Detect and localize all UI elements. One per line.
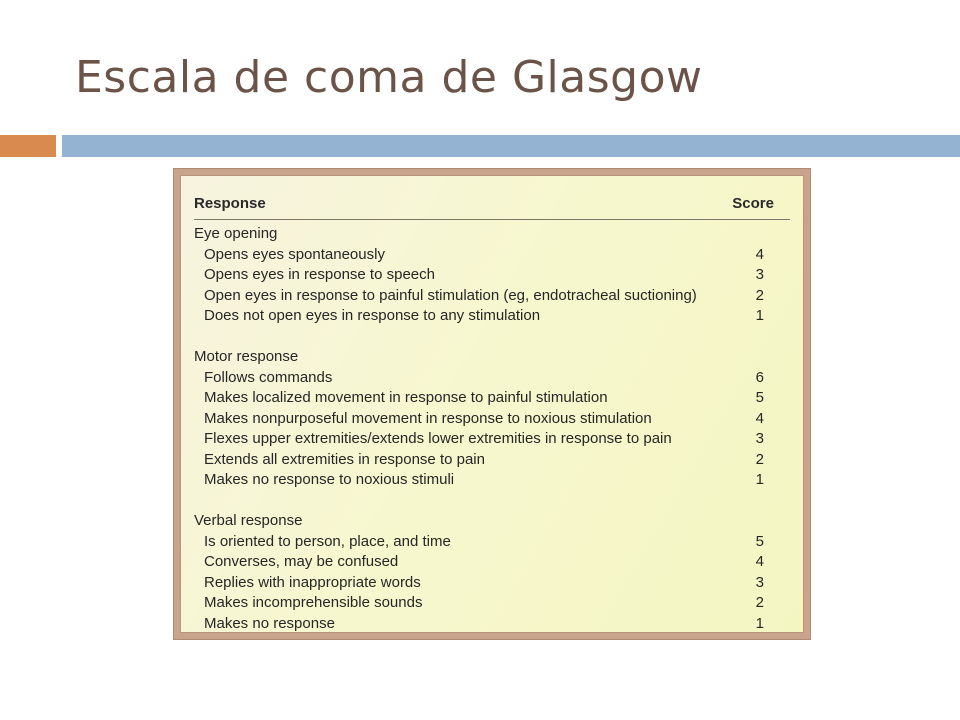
table-row bbox=[194, 552, 790, 573]
header-response: Response bbox=[194, 195, 266, 212]
score-value: 1 bbox=[755, 471, 764, 488]
score-value: 4 bbox=[755, 409, 764, 427]
score-value: 3 bbox=[755, 573, 764, 591]
score-value: 4 bbox=[755, 553, 764, 570]
table-panel bbox=[180, 175, 804, 633]
glasgow-table-image bbox=[173, 168, 811, 640]
slide-title: Escala de coma de Glasgow bbox=[75, 52, 703, 103]
score-value: 2 bbox=[755, 450, 764, 468]
table-row bbox=[194, 409, 790, 430]
response-label: Makes incomprehensible sounds bbox=[204, 594, 423, 611]
section-heading-label: Motor response bbox=[194, 348, 299, 365]
section-heading bbox=[194, 347, 790, 368]
response-label: Follows commands bbox=[204, 368, 333, 386]
score-value: 6 bbox=[755, 368, 764, 386]
table-row bbox=[194, 306, 790, 327]
score-value: 1 bbox=[755, 614, 764, 632]
response-label: Makes no response bbox=[204, 614, 335, 632]
score-value: 2 bbox=[755, 286, 764, 304]
response-label: Makes localized movement in response to painful stimulation bbox=[204, 389, 608, 406]
section-heading-label: Eye opening bbox=[194, 225, 278, 242]
table-row bbox=[194, 573, 790, 594]
table-row bbox=[194, 286, 790, 307]
table-row bbox=[194, 368, 790, 389]
table-row bbox=[194, 388, 790, 409]
response-label: Opens eyes spontaneously bbox=[204, 245, 385, 263]
table-row bbox=[194, 470, 790, 491]
score-value: 4 bbox=[755, 245, 764, 263]
score-value: 3 bbox=[755, 266, 764, 283]
response-label: Opens eyes in response to speech bbox=[204, 266, 435, 283]
table-header bbox=[194, 189, 790, 220]
score-value: 3 bbox=[755, 430, 764, 447]
response-label: Replies with inappropriate words bbox=[204, 573, 421, 591]
section-heading bbox=[194, 224, 790, 245]
title-underline-bar bbox=[62, 135, 960, 157]
table-row bbox=[194, 614, 790, 635]
score-value: 5 bbox=[755, 532, 764, 550]
table-row bbox=[194, 245, 790, 266]
score-value: 5 bbox=[755, 389, 764, 406]
score-value: 2 bbox=[755, 594, 764, 611]
response-label: Converses, may be confused bbox=[204, 553, 399, 570]
section-heading-label: Verbal response bbox=[194, 512, 303, 529]
response-label: Extends all extremities in response to pain bbox=[204, 450, 485, 468]
table-body bbox=[194, 224, 790, 634]
table-row bbox=[194, 429, 790, 450]
response-label: Does not open eyes in response to any stimulation bbox=[204, 307, 541, 324]
response-label: Makes nonpurposeful movement in response to noxious stimulation bbox=[204, 409, 652, 427]
table-row bbox=[194, 532, 790, 553]
table-row bbox=[194, 450, 790, 471]
score-value: 1 bbox=[755, 307, 764, 324]
response-label: Open eyes in response to painful stimulation (eg, endotracheal suctioning) bbox=[204, 286, 697, 304]
section-spacer bbox=[194, 491, 790, 512]
table-row bbox=[194, 265, 790, 286]
response-label: Makes no response to noxious stimuli bbox=[204, 471, 455, 488]
response-label: Is oriented to person, place, and time bbox=[204, 532, 451, 550]
header-score: Score bbox=[732, 195, 774, 212]
response-label: Flexes upper extremities/extends lower extremities in response to pain bbox=[204, 430, 672, 447]
section-heading bbox=[194, 511, 790, 532]
table-row bbox=[194, 593, 790, 614]
section-spacer bbox=[194, 327, 790, 348]
accent-bar bbox=[0, 135, 56, 157]
